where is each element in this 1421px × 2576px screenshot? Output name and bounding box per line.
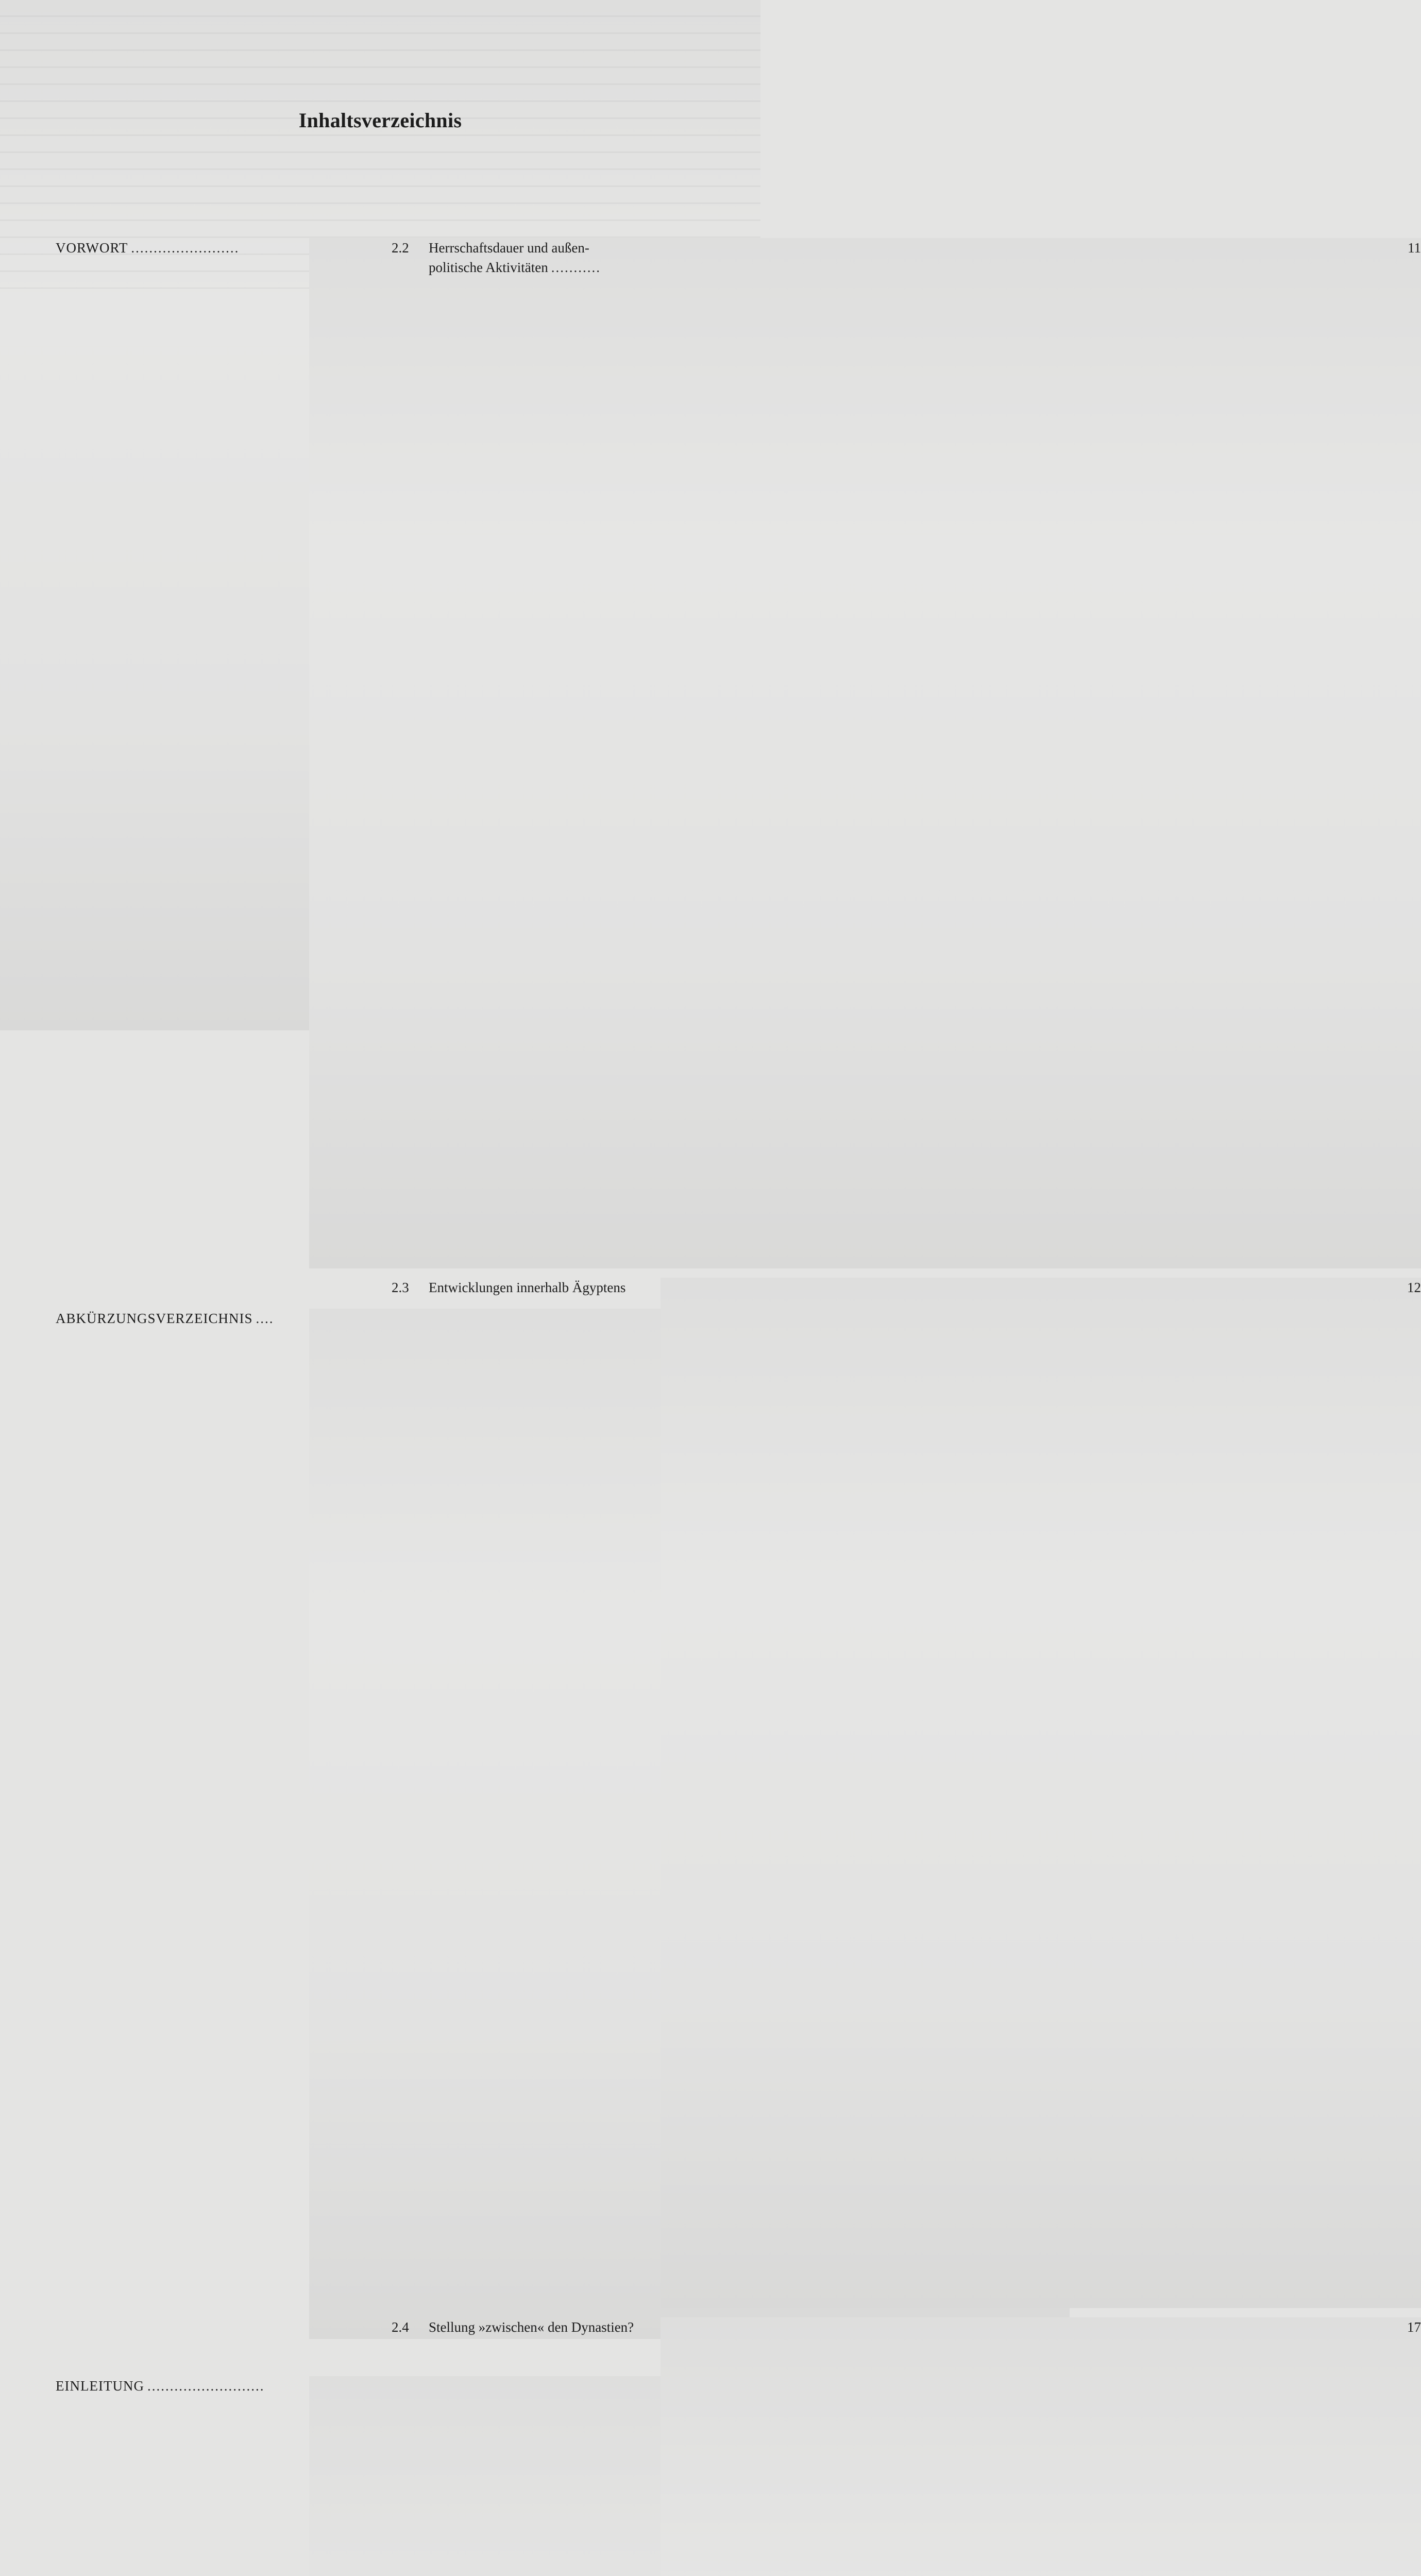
toc-leader-dots: .... [256,1311,274,1326]
toc-leader-dots: ........... [551,260,601,275]
toc-entry [392,238,1421,1268]
toc-entry-number: 2.4 [392,2319,409,2335]
toc-entry [56,238,356,1268]
toc-entry [392,2317,1421,2576]
toc-entry-title-line: politische Aktivitäten [429,260,548,275]
toc-entry-title-line: VORWORT [56,240,128,256]
page-title: Inhaltsverzeichnis [298,109,462,132]
toc-entry-title [429,1278,661,2308]
toc-entry-title-line: Stellung »zwischen« den Dynastien? [429,2319,634,2335]
toc-entry [56,1309,356,2339]
toc-entry-page-number: 12 [661,1278,1421,2308]
toc-entry-title-line: Herrschaftsdauer und außen- [429,240,589,256]
toc-entry-page-number: 11 [661,238,1421,1268]
toc-entry-title [56,2376,309,2576]
toc-entry-title [56,238,309,1268]
toc-entry-number: 2.3 [392,1280,409,1295]
toc-entry-title-line: Entwicklungen innerhalb Ägyptens [429,1280,626,1295]
toc-leader-dots: .......................... [147,2378,265,2394]
toc-entry-title-line: ABKÜRZUNGSVERZEICHNIS [56,1311,253,1326]
toc-leader-dots: ........................ [131,240,240,256]
toc-entry [56,2376,356,2576]
toc-entry-number: 2.2 [392,240,409,256]
toc-column-right [392,238,1421,2576]
toc-entry-title-line: EINLEITUNG [56,2378,144,2394]
toc-entry-title [56,1309,309,2339]
toc-entry [392,1278,1421,2308]
toc-entry-title [429,238,661,1268]
toc-entry-title [429,2317,661,2576]
toc-column-left [56,238,356,2576]
toc-entry-page-number: 17 [661,2317,1421,2576]
